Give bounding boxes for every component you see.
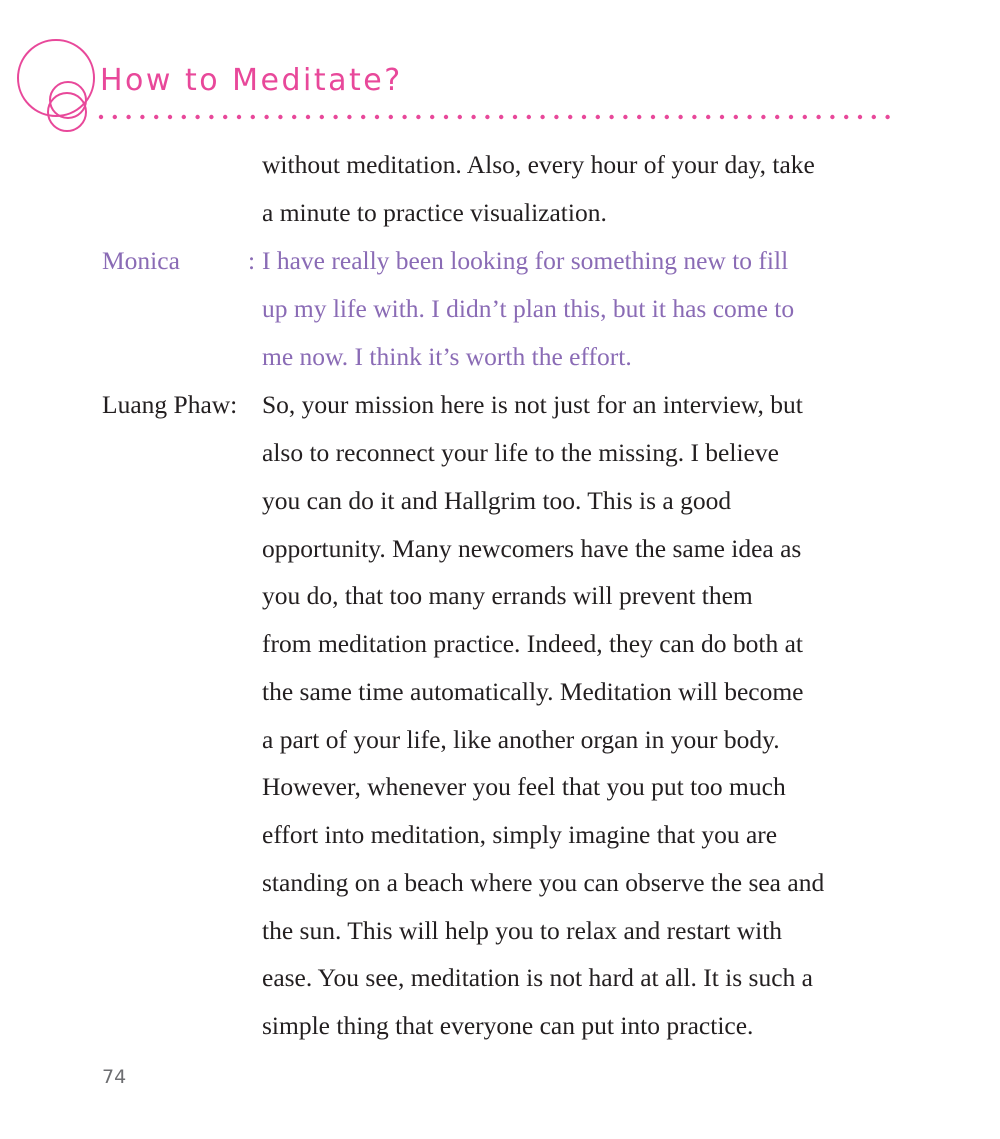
header-dot [154, 115, 158, 119]
header-dot [651, 115, 655, 119]
header-dot [637, 115, 641, 119]
header-dot [720, 115, 724, 119]
monica-line: me now. I think it’s worth the effort. [262, 342, 632, 371]
header-dot [540, 115, 544, 119]
header-dot [485, 115, 489, 119]
luang-phaw-line: the sun. This will help you to relax and restart with [262, 916, 783, 945]
luang-phaw-line: So, your mission here is not just for an interview, but [262, 390, 803, 419]
header-dot [333, 115, 337, 119]
header-dot [665, 115, 669, 119]
header-dot [361, 115, 365, 119]
page-number: 74 [102, 1066, 127, 1088]
luang-phaw-line: also to reconnect your life to the missing. I believe [262, 438, 779, 467]
header-dot [389, 115, 393, 119]
header-dot [416, 115, 420, 119]
header-dot [609, 115, 613, 119]
luang-phaw-line: you can do it and Hallgrim too. This is a good [262, 486, 732, 515]
luang-phaw-line: from meditation practice. Indeed, they can do both at [262, 629, 803, 658]
header-dot [816, 115, 820, 119]
header-dot [872, 115, 876, 119]
header-dot [885, 115, 889, 119]
luang-phaw-line: the same time automatically. Meditation will become [262, 677, 804, 706]
header-dot [209, 115, 213, 119]
header-dot [761, 115, 765, 119]
header-dot [292, 115, 296, 119]
header-dot [692, 115, 696, 119]
header-dot [706, 115, 710, 119]
speaker-luang-phaw: Luang Phaw: [102, 390, 238, 419]
luang-phaw-line: effort into meditation, simply imagine that you are [262, 820, 778, 849]
header-dot [747, 115, 751, 119]
header-dot [527, 115, 531, 119]
header-dot [140, 115, 144, 119]
header-dot [375, 115, 379, 119]
header-dot [830, 115, 834, 119]
monica-line: up my life with. I didn’t plan this, but it has come to [262, 294, 795, 323]
luang-phaw-line: opportunity. Many newcomers have the same idea as [262, 534, 802, 563]
luang-phaw-line: you do, that too many errands will prevent them [262, 581, 753, 610]
header-dot [430, 115, 434, 119]
speaker-monica: Monica [102, 246, 180, 275]
header-dot [320, 115, 324, 119]
header-dot [99, 115, 103, 119]
speaker-colon: : [248, 246, 256, 275]
luang-phaw-line: a part of your life, like another organ in your body. [262, 725, 780, 754]
header-dot [278, 115, 282, 119]
header-dot [195, 115, 199, 119]
header-dot [513, 115, 517, 119]
header-dot [499, 115, 503, 119]
header-dot [251, 115, 255, 119]
header-dot [237, 115, 241, 119]
header-dot [623, 115, 627, 119]
header-dot [168, 115, 172, 119]
header-dot [568, 115, 572, 119]
luang-phaw-line: However, whenever you feel that you put too much [262, 772, 786, 801]
header-dot [554, 115, 558, 119]
header-dot [789, 115, 793, 119]
header-dot [182, 115, 186, 119]
header-dot [402, 115, 406, 119]
header-dotted-rule [0, 110, 1000, 124]
header-dot [223, 115, 227, 119]
luang-phaw-line: ease. You see, meditation is not hard at all. It is such a [262, 963, 813, 992]
header-dot [844, 115, 848, 119]
header-dot [306, 115, 310, 119]
monica-line: I have really been looking for something new to fill [262, 246, 789, 275]
continuation-line: without meditation. Also, every hour of your day, take [262, 150, 815, 179]
header-dot [734, 115, 738, 119]
header-dot [596, 115, 600, 119]
header-dot [264, 115, 268, 119]
luang-phaw-line: standing on a beach where you can observe the sea and [262, 868, 825, 897]
header-dot [582, 115, 586, 119]
header-dot [803, 115, 807, 119]
header-dot [126, 115, 130, 119]
header-dot [858, 115, 862, 119]
luang-phaw-line: simple thing that everyone can put into practice. [262, 1011, 754, 1040]
header-dot [113, 115, 117, 119]
header-dot [775, 115, 779, 119]
continuation-line: a minute to practice visualization. [262, 198, 607, 227]
header-dot [471, 115, 475, 119]
header-dot [347, 115, 351, 119]
header-dot [458, 115, 462, 119]
header-dot [678, 115, 682, 119]
page-title: How to Meditate? [100, 63, 403, 98]
header-dot [444, 115, 448, 119]
